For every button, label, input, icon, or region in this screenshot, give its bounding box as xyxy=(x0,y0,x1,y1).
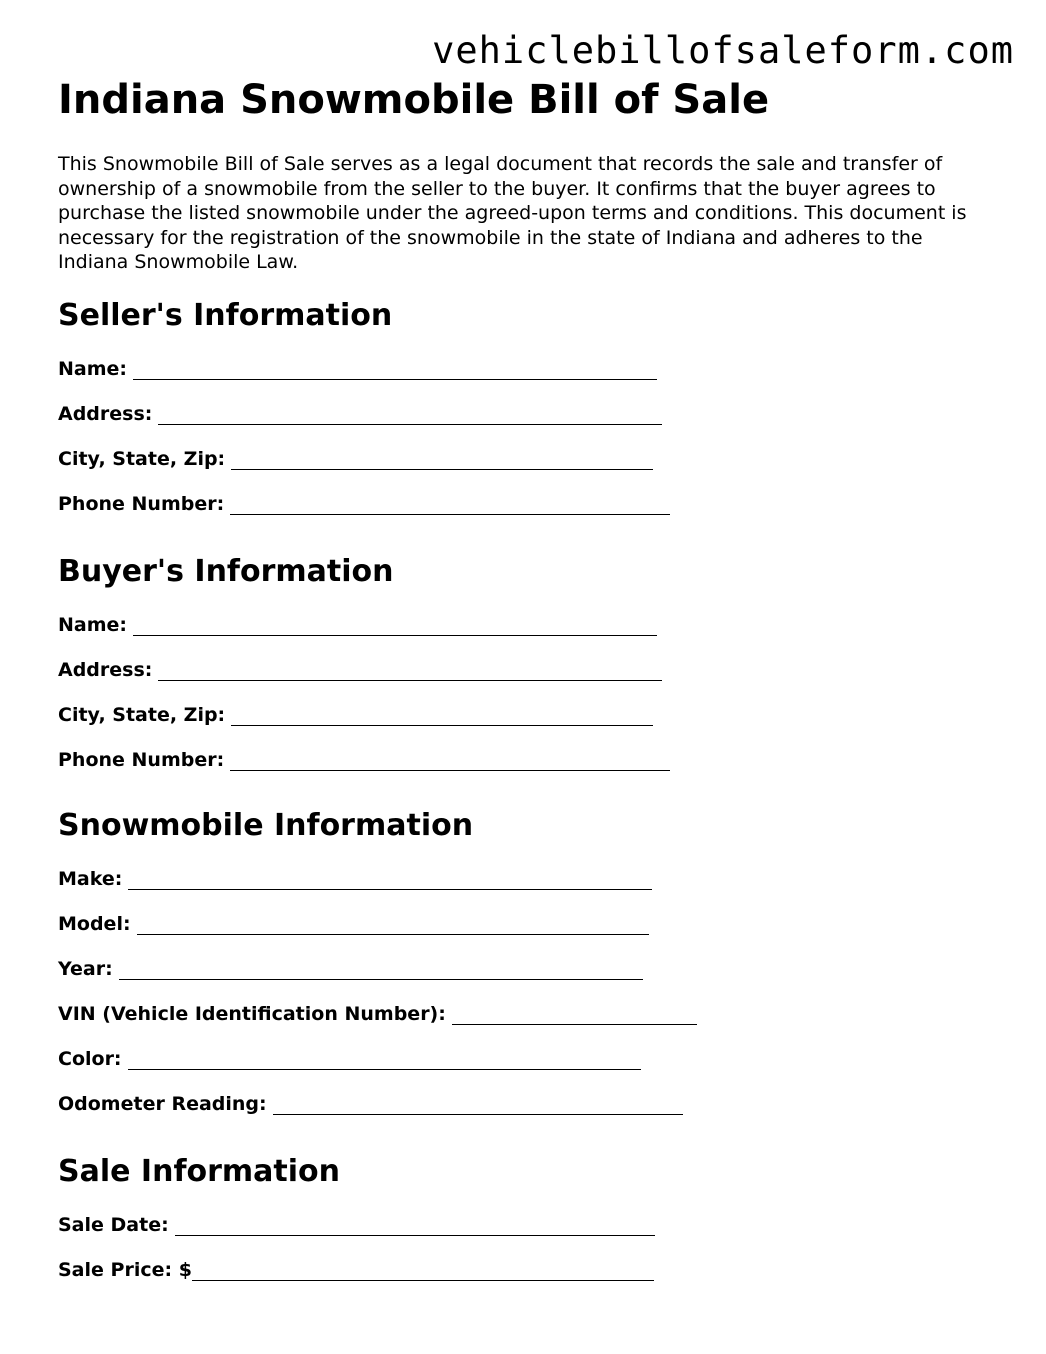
color-row xyxy=(58,1044,998,1089)
sale-date-label: Sale Date: xyxy=(58,1213,169,1236)
year-label: Year: xyxy=(58,957,113,980)
buyer-city-field[interactable] xyxy=(231,700,653,726)
snowmobile-section xyxy=(58,808,998,1134)
seller-city-field[interactable] xyxy=(231,444,653,470)
odometer-field[interactable] xyxy=(273,1089,683,1115)
sale-price-row xyxy=(58,1255,998,1300)
buyer-name-field[interactable] xyxy=(133,610,657,636)
seller-address-field[interactable] xyxy=(158,399,662,425)
odometer-label: Odometer Reading: xyxy=(58,1092,267,1115)
snowmobile-heading: Snowmobile Information xyxy=(58,807,474,843)
buyer-phone-row xyxy=(58,745,998,790)
color-field[interactable] xyxy=(128,1044,641,1070)
sale-section xyxy=(58,1154,998,1300)
bill-of-sale-document xyxy=(58,76,998,1300)
sale-date-field[interactable] xyxy=(175,1210,655,1236)
sale-heading: Sale Information xyxy=(58,1153,340,1189)
buyer-section xyxy=(58,554,998,790)
sale-price-field[interactable] xyxy=(192,1255,654,1281)
document-title: Indiana Snowmobile Bill of Sale xyxy=(58,77,770,123)
seller-phone-row xyxy=(58,489,998,534)
buyer-city-label: City, State, Zip: xyxy=(58,703,226,726)
buyer-heading: Buyer's Information xyxy=(58,553,394,589)
seller-name-field[interactable] xyxy=(133,354,657,380)
buyer-phone-label: Phone Number: xyxy=(58,748,225,771)
year-field[interactable] xyxy=(119,954,643,980)
model-field[interactable] xyxy=(137,909,649,935)
seller-address-row xyxy=(58,399,998,444)
seller-city-label: City, State, Zip: xyxy=(58,447,226,470)
odometer-row xyxy=(58,1089,998,1134)
make-label: Make: xyxy=(58,867,123,890)
sale-price-label: Sale Price: $ xyxy=(58,1258,192,1281)
seller-name-label: Name: xyxy=(58,357,128,380)
buyer-phone-field[interactable] xyxy=(230,745,670,771)
seller-section xyxy=(58,298,998,534)
vin-field[interactable] xyxy=(452,999,697,1025)
seller-phone-field[interactable] xyxy=(230,489,670,515)
year-row xyxy=(58,954,998,999)
buyer-address-field[interactable] xyxy=(158,655,662,681)
seller-heading: Seller's Information xyxy=(58,297,393,333)
model-row xyxy=(58,909,998,954)
vin-label: VIN (Vehicle Identification Number): xyxy=(58,1002,446,1025)
sale-date-row xyxy=(58,1210,998,1255)
vin-row xyxy=(58,999,998,1044)
intro-paragraph: This Snowmobile Bill of Sale serves as a legal document that records the sale and transfer of ownership of a snowmobile from the seller to the buyer. It confirms that the buyer agrees to purchase the listed snowmobile under the agreed-upon terms and conditions. This document is necessary for the registration of the snowmobile in the state of Indiana and adheres to the Indiana Snowmobile Law. xyxy=(58,153,967,273)
buyer-name-label: Name: xyxy=(58,613,128,636)
buyer-name-row xyxy=(58,610,998,655)
make-field[interactable] xyxy=(128,864,652,890)
make-row xyxy=(58,864,998,909)
buyer-address-row xyxy=(58,655,998,700)
color-label: Color: xyxy=(58,1047,122,1070)
model-label: Model: xyxy=(58,912,131,935)
seller-phone-label: Phone Number: xyxy=(58,492,225,515)
seller-name-row xyxy=(58,354,998,399)
buyer-city-row xyxy=(58,700,998,745)
buyer-address-label: Address: xyxy=(58,658,153,681)
site-watermark: vehiclebillofsaleform.com xyxy=(432,29,1014,72)
seller-city-row xyxy=(58,444,998,489)
seller-address-label: Address: xyxy=(58,402,153,425)
